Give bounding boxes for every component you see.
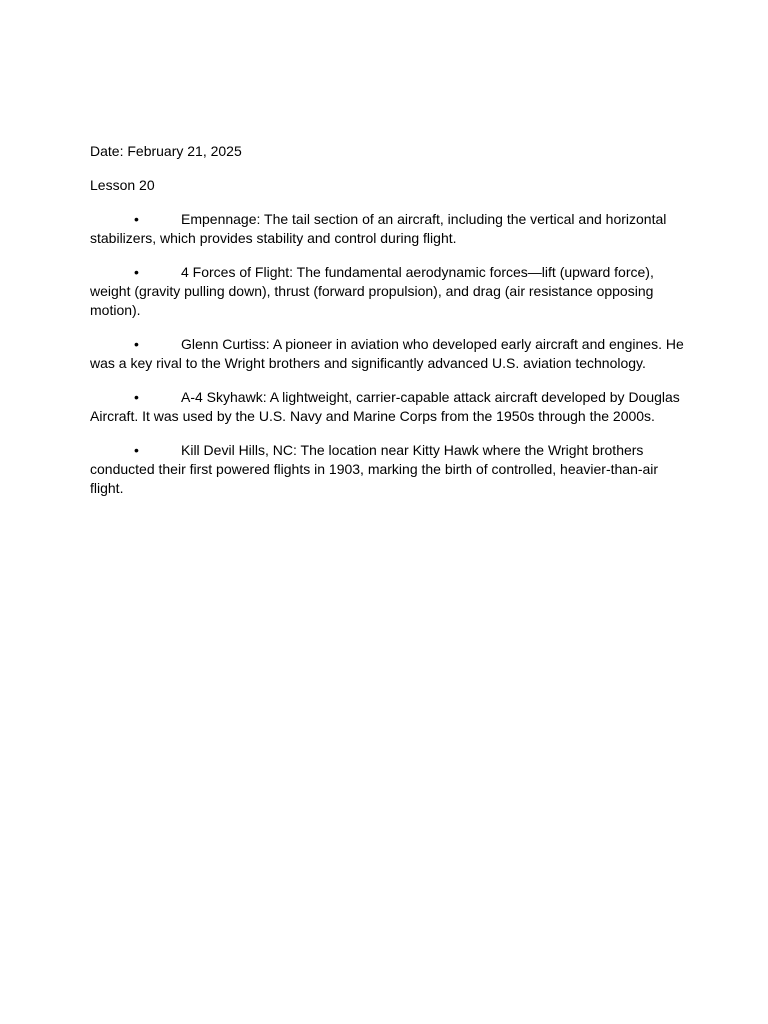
list-item-a4-skyhawk xyxy=(90,388,690,426)
list-item-text: Glenn Curtiss: A pioneer in aviation who developed early aircraft and engines. He was a key rival to the Wright brothers and significantly advanced U.S. aviation technology. xyxy=(90,336,684,371)
list-item-forces-of-flight xyxy=(90,263,690,320)
bullet-icon: • xyxy=(134,389,139,405)
date-line: Date: February 21, 2025 xyxy=(90,143,242,159)
bullet-icon: • xyxy=(134,211,139,227)
list-item-text: 4 Forces of Flight: The fundamental aerodynamic forces—lift (upward force), weight (gravity pulling down), thrust (forward propulsion), and drag (air resistance opposing motion). xyxy=(90,264,654,318)
list-item-empennage xyxy=(90,210,690,248)
lesson-title: Lesson 20 xyxy=(90,177,155,193)
list-item-text: Kill Devil Hills, NC: The location near Kitty Hawk where the Wright brothers conducted their first powered flights in 1903, marking the birth of controlled, heavier-than-air flight. xyxy=(90,442,659,496)
list-item-glenn-curtiss xyxy=(90,335,690,373)
list-item-kill-devil-hills xyxy=(90,441,690,498)
bullet-icon: • xyxy=(134,264,139,280)
bullet-icon: • xyxy=(134,442,139,458)
bullet-icon: • xyxy=(134,336,139,352)
list-item-text: A-4 Skyhawk: A lightweight, carrier-capable attack aircraft developed by Douglas Aircraft. It was used by the U.S. Navy and Marine Corps from the 1950s through the 2000s. xyxy=(90,389,680,424)
document-page xyxy=(90,142,690,513)
list-item-text: Empennage: The tail section of an aircraft, including the vertical and horizontal stabilizers, which provides stability and control during flight. xyxy=(90,211,667,246)
